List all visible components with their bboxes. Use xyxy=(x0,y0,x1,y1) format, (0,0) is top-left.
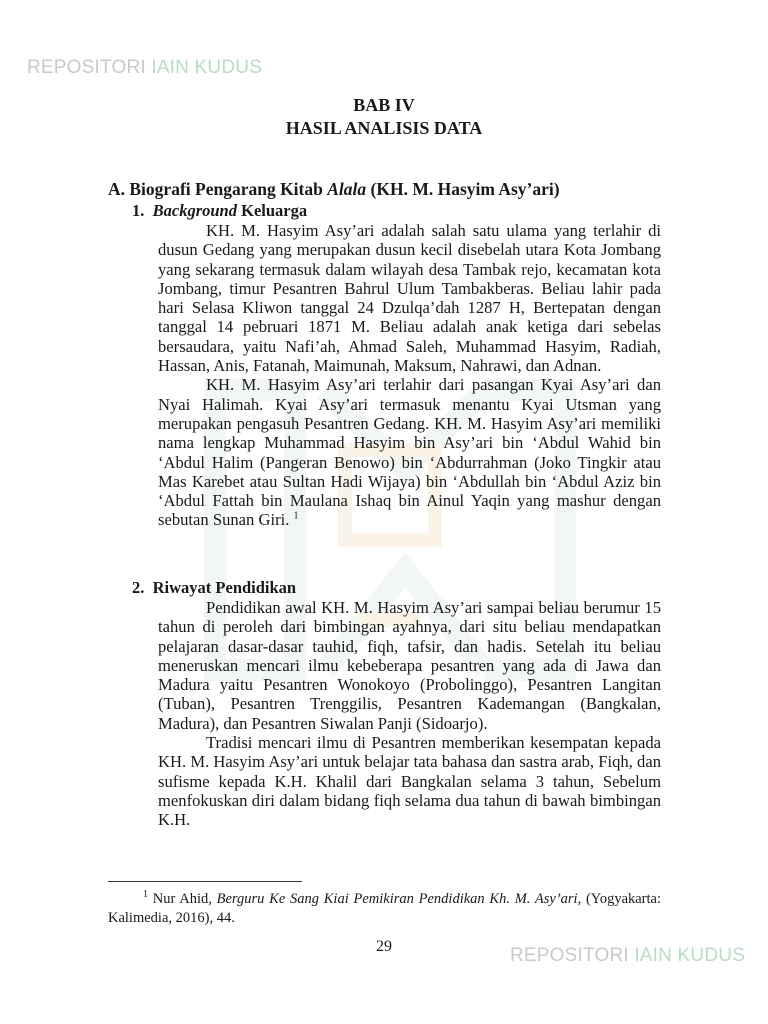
footnote: $^1$ Nur Ahid, Berguru Ke Sang Kiai Pemikiran Pendidikan Kh. M. Asy’ari, (Yogyakarta: Kalimedia, 2016), 44. xyxy=(108,889,662,926)
page-number: 29 xyxy=(376,938,392,955)
watermark-top: REPOSITORI IAIN KUDUS xyxy=(27,57,263,78)
paragraph: KH. M. Hasyim Asy’ari adalah salah satu ulama yang terlahir di dusun Gedang yang merupakan dusun kecil disebelah utara Kota Jombang yang sekarang termasuk dalam wilayah desa Tambak rejo, kecamatan kota Jombang, timur Pesantren Bahrul Ulum Tambakberas. Beliau lahir pada hari Selasa Kliwon tanggal 24 Dzulqa’dah 1287 H, Bertepatan dengan tanggal 14 pebruari 1871 M. Beliau adalah anak ketiga dari sebelas bersaudara, yaitu Nafi’ah, Ahmad Saleh, Muhammad Hasyim, Radiah, Hassan, Anis, Fatanah, Maimunah, Maksum, Nahrawi, dan Adnan. xyxy=(158,221,661,376)
subsection-1-body xyxy=(158,221,661,530)
footnote-reference[interactable]: 1 xyxy=(293,510,299,522)
subsection-2-body xyxy=(158,598,661,830)
section-a-heading: A. Biografi Pengarang Kitab Alala (KH. M. Hasyim Asy’ari) xyxy=(108,179,560,199)
chapter-title: BAB IV xyxy=(353,95,415,115)
paragraph: Tradisi mencari ilmu di Pesantren memberikan kesempatan kepada KH. M. Hasyim Asy’ari untuk belajar tata bahasa dan sastra arab, Fiqh, dan sufisme kepada K.H. Khalil dari Bangkalan selama 3 tahun, Sebelum menfokuskan diri dalam bidang fiqh selama dua tahun di bawah bimbingan K.H. xyxy=(158,733,661,830)
paragraph: KH. M. Hasyim Asy’ari terlahir dari pasangan Kyai Asy’ari dan Nyai Halimah. Kyai Asy’ari termasuk menantu Kyai Utsman yang merupakan pengasuh Pesantren Gedang. KH. M. Hasyim Asy’ari memiliki nama lengkap Muhammad Hasyim bin Asy’ari bin ‘Abdul Wahid bin ‘Abdul Halim (Pangeran Benowo) bin ‘Abdurrahman (Joko Tingkir atau Mas Karebet atau Sultan Hadi Wijaya) bin ‘Abdullah bin ‘Abdul Aziz bin ‘Abdul Fattah bin Maulana Ishaq bin Ainul Yaqin yang mashur dengan sebutan Sunan Giri. $^1$ xyxy=(158,375,661,530)
chapter-subtitle: HASIL ANALISIS DATA xyxy=(285,118,483,138)
footnote-divider xyxy=(108,881,302,882)
subsection-2-heading: 2. Riwayat Pendidikan xyxy=(132,578,297,597)
subsection-1-heading: 1. Background Keluarga xyxy=(132,201,308,220)
paragraph: Pendidikan awal KH. M. Hasyim Asy’ari sampai beliau berumur 15 tahun di peroleh dari bimbingan ayahnya, dari situ beliau mendapatkan pelajaran dasar-dasar tauhid, fiqh, tafsir, dan hadis. Setelah itu beliau meneruskan mencari ilmu kebeberapa pesantren yang ada di Jawa dan Madura yaitu Pesantren Wonokoyo (Probolinggo), Pesantren Langitan (Tuban), Pesantren Trenggilis, Pesantren Kademangan (Bangkalan, Madura), dan Pesantren Siwalan Panji (Sidoarjo). xyxy=(158,598,661,733)
watermark-bottom: REPOSITORI IAIN KUDUS xyxy=(510,945,746,966)
